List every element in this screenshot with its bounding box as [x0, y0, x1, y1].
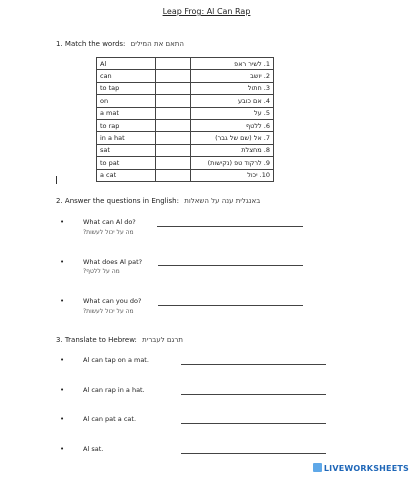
- match-english-word: can: [97, 70, 156, 82]
- match-answer-cell[interactable]: [156, 107, 191, 119]
- text-cursor: [56, 176, 57, 184]
- bullet-icon: •: [60, 258, 65, 266]
- section-1-heading-heb: התאם את המילים: [130, 40, 184, 48]
- liveworksheets-logo-icon: [313, 463, 322, 472]
- match-hebrew-word: 5. על: [191, 107, 274, 119]
- match-row: [97, 107, 274, 119]
- translate-line-2[interactable]: [181, 394, 326, 395]
- bullet-icon: •: [60, 415, 65, 423]
- page-title: Leap Frog: Al Can Rap: [162, 7, 251, 16]
- section-2-heading-en: 2. Answer the questions in English:: [56, 197, 179, 205]
- match-english-word: a mat: [97, 107, 156, 119]
- translate-item-4: Al sat.: [83, 445, 104, 453]
- question-3: What can you do?: [83, 297, 142, 305]
- match-hebrew-word: 3. חתול: [191, 82, 274, 94]
- section-3-heading-en: 3. Translate to Hebrew:: [56, 336, 137, 344]
- bullet-icon: •: [60, 386, 65, 394]
- match-english-word: to pat: [97, 157, 156, 169]
- question-3-hebrew: מה על יכול לעשות?: [83, 308, 134, 315]
- match-row: [97, 82, 274, 94]
- match-hebrew-word: 1. לשיר ראפ: [191, 58, 274, 70]
- question-1-hebrew: מה על יכול לעשות?: [83, 229, 134, 236]
- translate-line-3[interactable]: [181, 423, 326, 424]
- answer-line-1[interactable]: [157, 226, 303, 227]
- match-hebrew-word: 2. יושב: [191, 70, 274, 82]
- match-row: [97, 157, 274, 169]
- translate-item-3: Al can pat a cat.: [83, 415, 137, 423]
- match-answer-cell[interactable]: [156, 70, 191, 82]
- match-english-word: Al: [97, 58, 156, 70]
- match-hebrew-word: 4. אם כובע: [191, 95, 274, 107]
- bullet-icon: •: [60, 445, 65, 453]
- match-row: [97, 144, 274, 156]
- translate-line-1[interactable]: [181, 364, 326, 365]
- match-row: [97, 132, 274, 144]
- bullet-icon: •: [60, 356, 65, 364]
- match-answer-cell[interactable]: [156, 82, 191, 94]
- match-hebrew-word: 7. אל (שם של גבר): [191, 132, 274, 144]
- bullet-icon: •: [60, 297, 65, 305]
- match-hebrew-word: 6. ללטף: [191, 119, 274, 131]
- section-1-heading: [56, 40, 184, 48]
- match-english-word: to tap: [97, 82, 156, 94]
- question-2: What does Al pat?: [83, 258, 143, 266]
- match-row: [97, 119, 274, 131]
- logo-text: LIVEWORKSHEETS: [323, 464, 409, 473]
- match-english-word: a cat: [97, 169, 156, 181]
- translate-line-4[interactable]: [181, 453, 326, 454]
- match-table: [96, 57, 274, 182]
- match-english-word: to rap: [97, 119, 156, 131]
- bullet-icon: •: [60, 218, 65, 226]
- section-3-heading-heb: תרגם לעברית: [142, 336, 183, 344]
- section-2-heading: [56, 197, 260, 205]
- match-english-word: in a hat: [97, 132, 156, 144]
- match-row: [97, 169, 274, 181]
- translate-item-2: Al can rap in a hat.: [83, 386, 145, 394]
- match-answer-cell[interactable]: [156, 169, 191, 181]
- match-english-word: on: [97, 95, 156, 107]
- match-row: [97, 95, 274, 107]
- match-row: [97, 58, 274, 70]
- match-answer-cell[interactable]: [156, 58, 191, 70]
- answer-line-2[interactable]: [158, 265, 303, 266]
- liveworksheets-logo: [313, 463, 409, 473]
- match-english-word: sat: [97, 144, 156, 156]
- match-hebrew-word: 8. מחצלת: [191, 144, 274, 156]
- answer-line-3[interactable]: [158, 305, 303, 306]
- translate-item-1: Al can tap on a mat.: [83, 356, 149, 364]
- match-answer-cell[interactable]: [156, 132, 191, 144]
- match-answer-cell[interactable]: [156, 157, 191, 169]
- match-answer-cell[interactable]: [156, 119, 191, 131]
- question-2-hebrew: מה על ללטף?: [83, 268, 120, 275]
- match-hebrew-word: 10. יכול: [191, 169, 274, 181]
- match-row: [97, 70, 274, 82]
- match-answer-cell[interactable]: [156, 144, 191, 156]
- section-1-heading-en: 1. Match the words:: [56, 40, 126, 48]
- match-answer-cell[interactable]: [156, 95, 191, 107]
- question-1: What can Al do?: [83, 218, 136, 226]
- section-2-heading-heb: באנגלית ענה על השאלות: [184, 197, 261, 205]
- section-3-heading: [56, 336, 183, 344]
- match-hebrew-word: 9. לרקוד טפ (נקישות): [191, 157, 274, 169]
